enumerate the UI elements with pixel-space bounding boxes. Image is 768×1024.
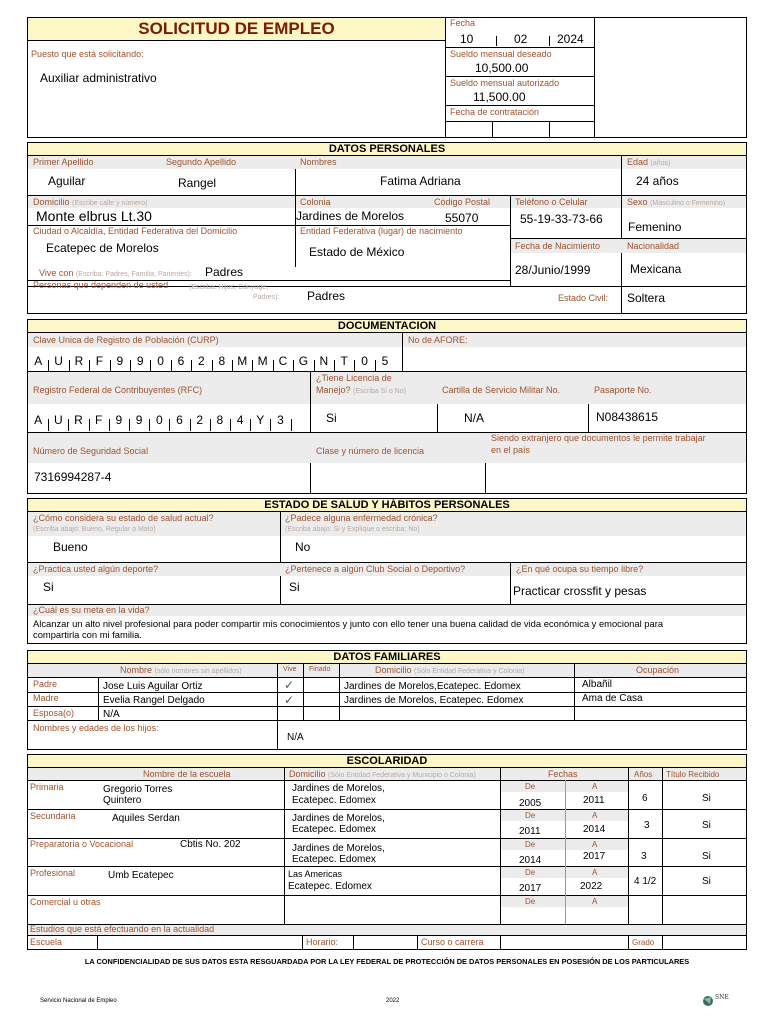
- preparatoria-a[interactable]: 2017: [583, 851, 606, 862]
- curp-char-1[interactable]: A: [34, 354, 43, 368]
- rfc-char-8[interactable]: 6: [176, 413, 183, 427]
- vive-con[interactable]: Padres: [205, 265, 244, 279]
- sne-logo-icon: SNE: [701, 992, 735, 1008]
- madre-domicilio[interactable]: Jardines de Morelos, Ecatepec. Edomex: [344, 695, 524, 706]
- hijos[interactable]: N/A: [287, 732, 304, 743]
- fecha-month[interactable]: 02: [514, 32, 528, 46]
- profesional-anos[interactable]: 4 1/2: [634, 876, 657, 887]
- club-social[interactable]: Si: [289, 580, 300, 594]
- sueldo-autorizado-value[interactable]: 11,500.00: [473, 90, 526, 104]
- familiares-title: DATOS FAMILIARES: [27, 650, 747, 664]
- primaria-anos[interactable]: 6: [642, 793, 648, 804]
- licencia-manejo[interactable]: Si: [326, 411, 337, 425]
- curp-char-16[interactable]: T: [340, 354, 348, 368]
- sueldo-deseado-label: Sueldo mensual deseado: [450, 49, 552, 59]
- esposa-nombre[interactable]: N/A: [103, 709, 120, 720]
- curp-char-9[interactable]: 2: [198, 354, 205, 368]
- salud-actual[interactable]: Bueno: [53, 540, 88, 554]
- telefono[interactable]: 55-19-33-73-66: [520, 212, 603, 226]
- fecha-label: Fecha: [450, 18, 476, 28]
- curp-char-14[interactable]: G: [298, 354, 309, 368]
- confidencialidad-notice: LA CONFIDENCIALIDAD DE SUS DATOS ESTA RESGUARDADA POR LA LEY FEDERAL DE PROTECCIÓN DE DATOS PERSONALES EN POSESIÓN DE LOS PARTICULARES: [84, 957, 690, 966]
- primaria-de[interactable]: 2005: [519, 798, 542, 809]
- curp-char-6[interactable]: 9: [136, 354, 144, 368]
- padre-ocupacion[interactable]: Albañil: [582, 679, 613, 690]
- fecha-day[interactable]: 10: [460, 32, 474, 46]
- meta-vida-2[interactable]: compartirla con mi familia.: [33, 629, 142, 640]
- puesto-value[interactable]: Auxiliar administrativo: [40, 71, 157, 85]
- curp-char-11[interactable]: M: [237, 354, 248, 368]
- page-title: SOLICITUD DE EMPLEO: [138, 19, 335, 38]
- colonia[interactable]: Jardines de Morelos: [296, 209, 405, 223]
- edad[interactable]: 24 años: [636, 174, 679, 188]
- secundaria-titulo[interactable]: Si: [702, 820, 711, 831]
- sueldo-deseado-value[interactable]: 10,500.00: [475, 61, 529, 75]
- nss[interactable]: 7316994287-4: [34, 470, 112, 484]
- nombres[interactable]: Fatima Adriana: [380, 174, 461, 188]
- footer-year: 2022: [386, 998, 400, 1004]
- secundaria-domicilio[interactable]: Jardines de Morelos,: [292, 813, 385, 824]
- primer-apellido[interactable]: Aguilar: [48, 174, 86, 188]
- madre-vive-check-icon[interactable]: ✓: [284, 693, 295, 707]
- primaria-domicilio[interactable]: Jardines de Morelos,: [292, 783, 385, 794]
- padre-vive-check-icon[interactable]: ✓: [284, 678, 295, 692]
- preparatoria-anos[interactable]: 3: [641, 851, 647, 862]
- padre-domicilio[interactable]: Jardines de Morelos,Ecatepec. Edomex: [344, 681, 521, 692]
- curp-char-3[interactable]: R: [74, 354, 84, 368]
- preparatoria-escuela[interactable]: Cbtis No. 202: [180, 839, 241, 850]
- curp-char-12[interactable]: M: [257, 354, 268, 368]
- sexo[interactable]: Femenino: [628, 220, 682, 234]
- pasaporte[interactable]: N08438615: [596, 410, 659, 424]
- domicilio[interactable]: Monte elbrus Lt.30: [36, 208, 152, 224]
- curp-char-8[interactable]: 6: [177, 354, 185, 368]
- secundaria-anos[interactable]: 3: [644, 820, 650, 831]
- madre-ocupacion[interactable]: Ama de Casa: [582, 693, 643, 704]
- curp-char-5[interactable]: 9: [116, 354, 124, 368]
- fecha-nacimiento[interactable]: 28/Junio/1999: [515, 263, 591, 277]
- practica-deporte[interactable]: Si: [43, 580, 54, 594]
- curp-char-7[interactable]: 0: [157, 354, 164, 368]
- curp-char-17[interactable]: 0: [361, 354, 368, 368]
- tiempo-libre[interactable]: Practicar crossfit y pesas: [513, 584, 647, 598]
- rfc-char-3[interactable]: R: [74, 413, 83, 427]
- documentacion-title: DOCUMENTACION: [27, 319, 747, 333]
- preparatoria-titulo[interactable]: Si: [702, 851, 711, 862]
- profesional-titulo[interactable]: Si: [702, 876, 711, 887]
- curp-char-13[interactable]: C: [278, 354, 288, 368]
- preparatoria-de[interactable]: 2014: [519, 855, 542, 866]
- rfc-char-1[interactable]: A: [34, 413, 43, 427]
- padre-nombre[interactable]: Jose Luis Aguilar Ortiz: [103, 681, 203, 692]
- cartilla-militar[interactable]: N/A: [464, 411, 485, 425]
- rfc-char-10[interactable]: 8: [216, 413, 224, 427]
- footer-servicio: Servicio Nacional de Empleo: [40, 998, 117, 1004]
- puesto-label: Puesto que está solicitando:: [31, 49, 144, 59]
- profesional-domicilio[interactable]: Las Americas: [288, 869, 343, 879]
- salud-title: ESTADO DE SALUD Y HÁBITOS PERSONALES: [27, 498, 747, 512]
- madre-nombre[interactable]: Evelia Rangel Delgado: [103, 695, 205, 706]
- secundaria-de[interactable]: 2011: [519, 826, 541, 837]
- secundaria-a[interactable]: 2014: [583, 824, 606, 835]
- sueldo-autorizado-label: Sueldo mensual autorizado: [450, 78, 560, 88]
- rfc-char-5[interactable]: 9: [115, 413, 123, 427]
- profesional-escuela[interactable]: Umb Ecatepec: [108, 870, 174, 881]
- nacionalidad[interactable]: Mexicana: [630, 262, 682, 276]
- datos-personales-title: DATOS PERSONALES: [27, 142, 747, 156]
- rfc-char-13[interactable]: 3: [277, 413, 284, 427]
- rfc-char-4[interactable]: F: [95, 413, 103, 427]
- profesional-a[interactable]: 2022: [580, 881, 603, 892]
- estado-civil[interactable]: Soltera: [627, 291, 666, 305]
- primaria-a[interactable]: 2011: [583, 795, 605, 806]
- rfc-char-9[interactable]: 2: [196, 413, 204, 427]
- escolaridad-title: ESCOLARIDAD: [27, 754, 747, 768]
- curp-char-18[interactable]: 5: [381, 354, 389, 368]
- primaria-escuela[interactable]: Gregorio Torres: [103, 784, 173, 795]
- entidad-nacimiento[interactable]: Estado de México: [309, 245, 405, 259]
- curp-char-2[interactable]: U: [54, 354, 63, 368]
- segundo-apellido[interactable]: Rangel: [178, 176, 217, 190]
- curp-char-15[interactable]: N: [319, 354, 329, 368]
- fecha-contratacion-label: Fecha de contratación: [450, 107, 540, 117]
- enfermedad-cronica[interactable]: No: [295, 540, 311, 554]
- rfc-char-7[interactable]: 0: [155, 413, 163, 427]
- rfc-char-6[interactable]: 9: [135, 413, 143, 427]
- dependientes[interactable]: Padres: [307, 289, 346, 303]
- profesional-de[interactable]: 2017: [519, 883, 542, 894]
- fecha-year[interactable]: 2024: [557, 32, 584, 46]
- secundaria-escuela[interactable]: Aquiles Serdan: [112, 813, 180, 824]
- ciudad[interactable]: Ecatepec de Morelos: [46, 241, 159, 255]
- rfc-char-12[interactable]: Y: [256, 413, 265, 427]
- curp-char-10[interactable]: 8: [218, 354, 226, 368]
- rfc-char-2[interactable]: U: [53, 413, 63, 427]
- curp-char-4[interactable]: F: [95, 354, 104, 368]
- meta-vida-1[interactable]: Alcanzar un alto nivel profesional para poder compartir mis conocimientos y junto con ello tener una buena calidad de vida económica y emocional para: [33, 618, 664, 629]
- codigo-postal[interactable]: 55070: [445, 211, 479, 225]
- rfc-char-11[interactable]: 4: [236, 413, 244, 427]
- preparatoria-domicilio[interactable]: Jardines de Morelos,: [292, 843, 385, 854]
- primaria-titulo[interactable]: Si: [702, 793, 711, 804]
